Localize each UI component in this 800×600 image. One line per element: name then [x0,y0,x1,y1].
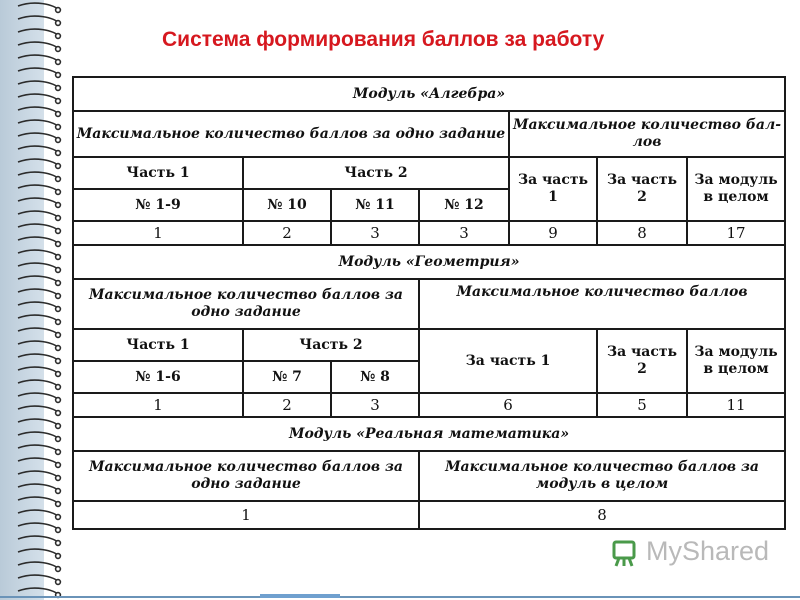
algebra-part1-header: Часть 1 [73,157,243,189]
binding-ring [18,146,60,154]
binding-hole [56,463,61,468]
binding-hole [56,177,61,182]
binding-ring [18,406,60,414]
binding-ring [18,432,60,440]
scores-table [72,76,786,530]
binding-hole [56,476,61,481]
algebra-value: 1 [73,221,243,245]
binding-hole [56,398,61,403]
binding-hole [56,60,61,65]
binding-ring [18,237,60,245]
algebra-for-module: За модуль в целом [687,157,785,221]
binding-hole [56,437,61,442]
algebra-task-col: № 11 [331,189,419,221]
binding-ring [18,471,60,479]
binding-hole [56,125,61,130]
geometry-for-module: За модуль в целом [687,329,785,393]
realmath-module-title: Модуль «Реальная математика» [73,417,785,451]
binding-hole [56,450,61,455]
binding-hole [56,320,61,325]
binding-hole [56,333,61,338]
binding-ring [18,562,60,570]
binding-hole [56,47,61,52]
binding-ring [18,3,60,11]
binding-ring [18,419,60,427]
algebra-value: 8 [597,221,687,245]
binding-hole [56,281,61,286]
binding-hole [56,190,61,195]
geometry-for-part2: За часть 2 [597,329,687,393]
geometry-value: 1 [73,393,243,417]
binding-ring [18,575,60,583]
algebra-part2-header: Часть 2 [243,157,509,189]
geometry-task-col: № 7 [243,361,331,393]
algebra-task-col: № 12 [419,189,509,221]
binding-hole [56,580,61,585]
binding-ring [18,549,60,557]
binding-ring [18,211,60,219]
geometry-task-col: № 1-6 [73,361,243,393]
realmath-value: 8 [419,501,785,529]
binding-ring [18,263,60,271]
binding-hole [56,554,61,559]
binding-ring [18,120,60,128]
geometry-max-per-task: Максимальное количество баллов за одно задание [73,279,419,329]
binding-hole [56,112,61,117]
binding-ring [18,367,60,375]
geometry-value: 3 [331,393,419,417]
algebra-max-total: Максимальное количество бал-лов [509,111,785,157]
binding-hole [56,34,61,39]
binding-hole [56,21,61,26]
algebra-value: 3 [331,221,419,245]
binding-hole [56,151,61,156]
binding-ring [18,484,60,492]
binding-ring [18,133,60,141]
binding-ring [18,393,60,401]
binding-hole [56,346,61,351]
binding-ring [18,328,60,336]
geometry-value: 11 [687,393,785,417]
binding-hole [56,528,61,533]
binding-hole [56,229,61,234]
binding-ring [18,510,60,518]
binding-hole [56,489,61,494]
geometry-value: 2 [243,393,331,417]
binding-ring [18,302,60,310]
binding-ring [18,16,60,24]
bottom-line [0,596,800,598]
algebra-value: 2 [243,221,331,245]
geometry-value: 6 [419,393,597,417]
algebra-module-title: Модуль «Алгебра» [73,77,785,111]
geometry-for-part1: За часть 1 [419,329,597,393]
binding-ring [18,354,60,362]
binding-hole [56,164,61,169]
binding-hole [56,268,61,273]
binding-ring [18,68,60,76]
geometry-part2-header: Часть 2 [243,329,419,361]
binding-ring [18,159,60,167]
algebra-value: 17 [687,221,785,245]
binding-ring [18,380,60,388]
algebra-task-col: № 10 [243,189,331,221]
binding-hole [56,216,61,221]
binding-ring [18,497,60,505]
algebra-value: 3 [419,221,509,245]
binding-hole [56,73,61,78]
binding-ring [18,198,60,206]
algebra-for-part1: За часть 1 [509,157,597,221]
bottom-accent [260,594,340,598]
binding-hole [56,515,61,520]
binding-hole [56,99,61,104]
binding-hole [56,359,61,364]
binding-ring [18,224,60,232]
binding-hole [56,567,61,572]
slide-title: Система формирования баллов за работу [162,28,605,51]
binding-hole [56,294,61,299]
myshared-logo-icon [610,538,638,568]
binding-ring [18,523,60,531]
binding-hole [56,8,61,13]
binding-ring [18,94,60,102]
binding-ring [18,55,60,63]
algebra-max-per-task: Максимальное количество баллов за одно задание [73,111,509,157]
binding-hole [56,424,61,429]
geometry-module-title: Модуль «Геометрия» [73,245,785,279]
geometry-max-total: Максимальное количество баллов [419,279,785,329]
algebra-task-col: № 1-9 [73,189,243,221]
binding-hole [56,242,61,247]
binding-hole [56,255,61,260]
realmath-max-per-task: Максимальное количество баллов за одно задание [73,451,419,501]
binding-ring [18,250,60,258]
binding-ring [18,458,60,466]
binding-ring [18,276,60,284]
binding-hole [56,372,61,377]
geometry-value: 5 [597,393,687,417]
binding-hole [56,86,61,91]
binding-ring [18,185,60,193]
binding-hole [56,541,61,546]
algebra-value: 9 [509,221,597,245]
binding-hole [56,138,61,143]
binding-ring [18,445,60,453]
geometry-part1-header: Часть 1 [73,329,243,361]
binding-hole [56,307,61,312]
binding-ring [18,29,60,37]
binding-hole [56,203,61,208]
binding-hole [56,385,61,390]
geometry-task-col: № 8 [331,361,419,393]
binding-ring [18,588,60,596]
binding-ring [18,81,60,89]
binding-ring [18,107,60,115]
spiral-binding [14,0,70,600]
binding-ring [18,42,60,50]
realmath-value: 1 [73,501,419,529]
realmath-max-module: Максимальное количество баллов за модуль в целом [419,451,785,501]
binding-hole [56,502,61,507]
watermark-text: MyShared [646,536,770,566]
binding-ring [18,536,60,544]
binding-ring [18,315,60,323]
binding-ring [18,172,60,180]
binding-ring [18,341,60,349]
binding-ring [18,289,60,297]
algebra-for-part2: За часть 2 [597,157,687,221]
binding-hole [56,411,61,416]
